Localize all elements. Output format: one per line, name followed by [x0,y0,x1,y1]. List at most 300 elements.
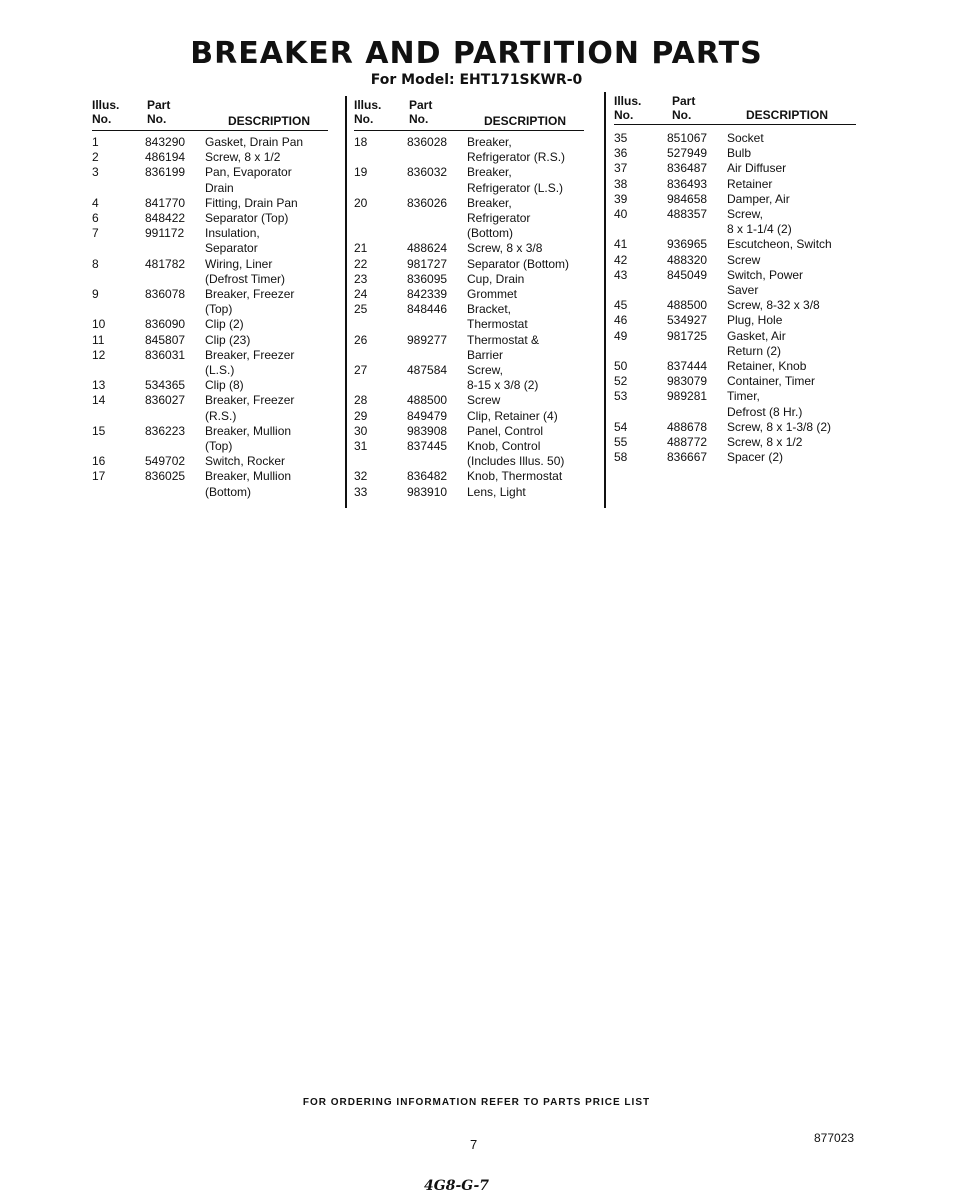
table-row [614,161,832,176]
description: 8 x 1-1/4 (2) [727,222,792,237]
part-no [407,317,467,332]
part-no: 981727 [407,256,448,271]
table-row [92,165,303,180]
table-row [614,146,832,161]
description: Breaker, Freezer [205,393,295,408]
description: Container, Timer [727,374,816,389]
table-row [354,135,569,150]
part-no: 527949 [667,146,708,161]
illus-no: 21 [354,241,368,256]
part-no: 845807 [145,332,186,347]
description: Knob, Thermostat [467,469,563,484]
description: Gasket, Air [727,328,786,343]
part-no: 849479 [407,408,448,423]
table-row [614,374,832,389]
header-part-no: Part No. [409,98,433,126]
illus-no: 22 [354,256,368,271]
illus-no: 45 [614,298,628,313]
illus-no: 2 [92,150,99,165]
part-no: 488500 [407,393,448,408]
description: Damper, Air [727,191,790,206]
description: Gasket, Drain Pan [205,135,304,149]
illus-no [92,272,145,287]
part-no: 836031 [145,347,186,362]
description: Socket [727,131,764,145]
table-row [92,424,303,439]
part-no: 841770 [145,195,186,210]
part-no [407,150,467,165]
illus-no: 7 [92,226,99,241]
part-no [407,226,467,241]
table-row [354,150,569,165]
description: Screw, [727,207,764,222]
part-no: 534927 [667,313,708,328]
part-no [145,272,205,287]
illus-no: 30 [354,423,368,438]
illus-no: 52 [614,374,628,389]
table-row [354,165,569,180]
table-row [614,298,832,313]
description: Saver [727,283,759,298]
illus-no [354,378,407,393]
table-row [92,469,303,484]
description: Clip (8) [205,378,244,393]
header-rule [354,130,584,131]
illus-no: 4 [92,195,99,210]
table-row [614,131,832,146]
table-row [614,420,832,435]
page-title: BREAKER AND PARTITION PARTS [190,36,763,71]
header-description: DESCRIPTION [228,114,311,128]
part-no: 549702 [145,454,186,469]
model-subtitle: For Model: EHT171SKWR-0 [370,72,583,88]
table-row [614,192,832,207]
description: Bulb [727,146,752,161]
illus-no: 28 [354,393,368,408]
table-row [92,150,303,165]
illus-no: 24 [354,287,368,302]
description: Breaker, Freezer [205,287,295,302]
description: Refrigerator (L.S.) [467,180,564,195]
illus-no: 54 [614,419,628,434]
part-no [667,405,727,420]
description: Breaker, [467,135,512,149]
description: Clip (2) [205,317,244,332]
description: Cup, Drain [467,271,525,286]
part-no: 836028 [407,135,448,149]
part-no [667,283,727,298]
part-no: 486194 [145,150,186,165]
illus-no: 41 [614,237,628,252]
description: Pan, Evaporator [205,165,292,180]
part-no: 848446 [407,302,448,317]
part-no: 848422 [145,211,186,226]
part-no: 836027 [145,393,186,408]
part-no: 487584 [407,363,448,378]
header-illus-no: Illus. No. [354,98,382,126]
table-row [92,302,303,317]
illus-no: 8 [92,256,99,271]
table-row [614,253,832,268]
part-no [145,302,205,317]
illus-no: 46 [614,313,628,328]
illus-no: 43 [614,267,628,282]
table-row [92,241,303,256]
illus-no: 27 [354,363,368,378]
document-number: 877023 [814,1131,855,1145]
part-no: 836199 [145,165,186,180]
illus-no: 49 [614,328,628,343]
illus-no [614,344,667,359]
illus-no: 58 [614,450,628,465]
part-no [407,378,467,393]
part-no: 488357 [667,207,708,222]
part-no: 983079 [667,374,708,389]
table-row [354,348,569,363]
description: (Includes Illus. 50) [467,454,565,469]
illus-no: 26 [354,332,368,347]
description: Thermostat [467,317,528,332]
illus-no [614,405,667,420]
part-no: 836482 [407,469,448,484]
table-row [92,135,303,150]
illus-no: 42 [614,252,628,267]
description: Breaker, [467,165,512,180]
illus-no [354,181,407,196]
table-row [354,257,569,272]
description: Separator (Bottom) [467,256,570,271]
description: Separator (Top) [205,211,289,226]
illus-no: 12 [92,347,106,362]
table-row [354,485,569,500]
table-row [354,272,569,287]
column-divider [345,96,347,508]
description: Breaker, Freezer [205,347,295,362]
illus-no [92,485,145,500]
part-no: 836095 [407,271,448,286]
part-no: 534365 [145,378,186,393]
parts-column-2 [354,98,602,508]
illus-no [92,363,145,378]
description: Screw [727,252,761,267]
illus-no: 33 [354,484,368,499]
description: (Top) [205,439,233,454]
description: Plug, Hole [727,313,783,328]
table-row [92,363,303,378]
part-no: 836025 [145,469,186,484]
table-row [354,469,569,484]
illus-no [92,181,145,196]
table-row [354,181,569,196]
description: Switch, Rocker [205,454,286,469]
table-row [92,348,303,363]
description: Screw, 8 x 1/2 [727,435,803,450]
illus-no: 10 [92,317,106,332]
table-row [92,333,303,348]
description: Clip, Retainer (4) [467,408,558,423]
part-no [407,181,467,196]
table-row [614,268,832,283]
part-no [407,348,467,363]
part-no: 845049 [667,267,708,282]
table-row [92,272,303,287]
header-part-no: Part No. [147,98,171,126]
part-no: 837444 [667,359,708,374]
description: Lens, Light [467,484,526,499]
table-row [354,333,569,348]
part-no: 836090 [145,317,186,332]
illus-no: 35 [614,131,628,145]
description: Breaker, [467,195,512,210]
description: 8-15 x 3/8 (2) [467,378,539,393]
description: Spacer (2) [727,450,784,465]
description: Insulation, [205,226,260,241]
part-no: 981725 [667,328,708,343]
table-row [92,439,303,454]
table-row [354,363,569,378]
table-row [354,424,569,439]
table-row [92,181,303,196]
illus-no [92,439,145,454]
part-no: 836487 [667,161,708,176]
description: Air Diffuser [727,161,787,176]
description: Screw, 8 x 1-3/8 (2) [727,419,832,434]
part-no: 836032 [407,165,448,180]
description: Refrigerator [467,211,531,226]
header-illus-no: Illus. No. [614,94,642,122]
parts-column-1 [92,98,342,508]
part-no [407,211,467,226]
illus-no: 9 [92,287,99,302]
part-no: 936965 [667,237,708,252]
illus-no: 1 [92,135,99,149]
part-no: 481782 [145,256,186,271]
illus-no: 17 [92,469,106,484]
illus-no: 15 [92,423,106,438]
description: Screw, 8 x 1/2 [205,150,281,165]
illus-no: 19 [354,165,368,180]
part-no: 836493 [667,176,708,191]
table-row [354,439,569,454]
part-no: 836026 [407,195,448,210]
table-row [92,287,303,302]
table-row [614,177,832,192]
part-no: 836667 [667,450,708,465]
table-row [92,257,303,272]
illus-no: 37 [614,161,628,176]
table-row [92,378,303,393]
part-no [145,409,205,424]
illus-no: 38 [614,176,628,191]
part-no: 983908 [407,423,448,438]
table-row [92,485,303,500]
illus-no: 18 [354,135,368,149]
table-row [92,211,303,226]
table-row [614,450,832,465]
parts-column-3 [614,94,859,508]
part-no [145,241,205,256]
description: Switch, Power [727,267,804,282]
illus-no: 50 [614,359,628,374]
illus-no [92,241,145,256]
illus-no: 3 [92,165,99,180]
description: Screw, [467,363,504,378]
table-row [354,409,569,424]
table-row [614,283,832,298]
description: Clip (23) [205,332,251,347]
description: (Defrost Timer) [205,271,286,286]
table-row [354,393,569,408]
description: Screw [467,393,501,408]
part-no: 991172 [145,226,185,241]
table-row [92,393,303,408]
part-no: 488772 [667,435,708,450]
part-no: 989277 [407,332,448,347]
table-row [92,409,303,424]
illus-no: 13 [92,378,106,393]
part-no: 836078 [145,287,186,302]
illus-no [354,150,407,165]
illus-no: 25 [354,302,368,317]
illus-no [92,302,145,317]
column-divider [604,92,606,508]
header-description: DESCRIPTION [484,114,567,128]
table-row [92,317,303,332]
description: Retainer, Knob [727,359,807,374]
part-no: 983910 [407,484,448,499]
part-no [145,363,205,378]
description: Thermostat & [467,332,540,347]
illus-no: 55 [614,435,628,450]
ordering-info-note: FOR ORDERING INFORMATION REFER TO PARTS PRICE LIST [302,1097,651,1108]
illus-no: 29 [354,408,368,423]
part-no [667,222,727,237]
description: (L.S.) [205,363,235,378]
description: (Bottom) [467,226,514,241]
illus-no: 32 [354,469,368,484]
table-row [354,241,569,256]
description: Breaker, Mullion [205,469,292,484]
illus-no: 53 [614,389,628,404]
illus-no [614,222,667,237]
part-no: 836223 [145,423,186,438]
table-row [354,196,569,211]
part-no: 842339 [407,287,448,302]
description: Screw, 8 x 3/8 [467,241,543,256]
illus-no: 31 [354,439,368,454]
part-no: 989281 [667,389,708,404]
illus-no: 14 [92,393,106,408]
illus-no: 11 [92,332,105,347]
description: Separator [205,241,258,256]
table-row [354,302,569,317]
table-row [354,454,569,469]
description: Breaker, Mullion [205,423,292,438]
illus-no [354,454,407,469]
illus-no: 40 [614,207,628,222]
description: (Bottom) [205,484,252,499]
part-no [667,344,727,359]
table-row [92,226,303,241]
table-row [614,237,832,252]
part-no: 837445 [407,439,448,454]
description: Escutcheon, Switch [727,237,832,252]
illus-no: 20 [354,195,368,210]
description: Bracket, [467,302,512,317]
table-row [614,344,832,359]
table-row [614,207,832,222]
parts-list [354,135,569,500]
part-no: 488624 [407,241,448,256]
illus-no [354,317,407,332]
part-no [407,454,467,469]
page-number: 7 [470,1137,478,1152]
table-row [92,196,303,211]
table-row [614,222,832,237]
table-row [614,435,832,450]
description: Wiring, Liner [205,256,273,271]
description: Grommet [467,287,518,302]
description: Drain [205,180,234,195]
description: Fitting, Drain Pan [205,195,298,210]
header-illus-no: Illus. No. [92,98,120,126]
table-row [354,226,569,241]
table-row [614,313,832,328]
description: Panel, Control [467,423,544,438]
illus-no [614,283,667,298]
description: Retainer [727,176,773,191]
illus-no: 39 [614,191,628,206]
table-row [614,329,832,344]
part-no: 843290 [145,135,186,149]
part-no [145,181,205,196]
header-rule [92,130,328,131]
description: Screw, 8-32 x 3/8 [727,298,820,313]
description: Barrier [467,347,504,362]
description: Defrost (8 Hr.) [727,404,803,419]
part-no: 984658 [667,191,708,206]
description: (R.S.) [205,408,237,423]
parts-list [92,135,303,500]
part-no: 851067 [667,131,708,145]
table-row [614,405,832,420]
description: Timer, [727,389,760,404]
illus-no: 16 [92,454,106,469]
part-no: 488500 [667,298,708,313]
part-no: 488320 [667,252,708,267]
part-no: 488678 [667,419,708,434]
illus-no [354,211,407,226]
illus-no: 6 [92,211,99,226]
description: Knob, Control [467,439,541,454]
header-rule [614,124,856,125]
header-description: DESCRIPTION [746,108,829,122]
table-row [614,359,832,374]
description: Refrigerator (R.S.) [467,150,566,165]
table-row [354,378,569,393]
illus-no [92,409,145,424]
illus-no [354,226,407,241]
table-row [92,454,303,469]
description: (Top) [205,302,233,317]
illus-no [354,348,407,363]
table-row [354,317,569,332]
illus-no: 23 [354,271,368,286]
parts-list [614,131,832,465]
table-row [354,211,569,226]
description: Return (2) [727,343,782,358]
header-part-no: Part No. [672,94,696,122]
